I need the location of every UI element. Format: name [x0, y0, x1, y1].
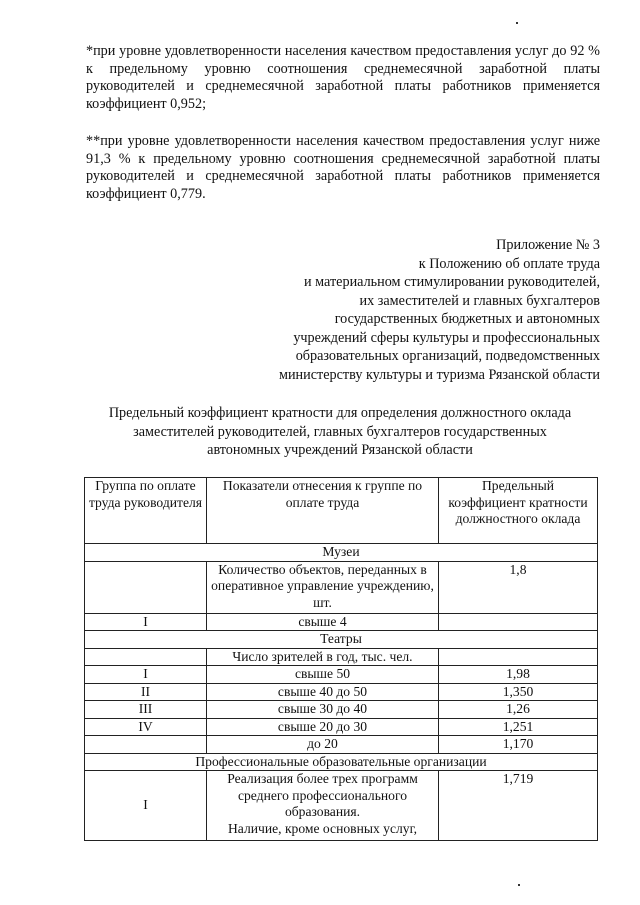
- table-row: [85, 613, 598, 631]
- appendix-line: государственных бюджетных и автономных: [334, 311, 600, 327]
- title-line: автономных учреждений Рязанской области: [207, 442, 473, 458]
- appendix-line: и материальном стимулировании руководителей,: [304, 274, 600, 290]
- value-cell: [439, 613, 598, 631]
- table-row: [85, 718, 598, 736]
- appendix-line: образовательных организаций, подведомственных: [295, 348, 600, 364]
- indicator-cell: [207, 771, 439, 841]
- section-theatres-row: [85, 631, 598, 649]
- appendix-line: их заместителей и главных бухгалтеров: [359, 292, 600, 309]
- section-professional: Профессиональные образовательные организации: [85, 753, 598, 771]
- appendix-line: к Положению об оплате труда: [418, 255, 600, 272]
- group-cell: II: [85, 683, 207, 701]
- indicator-cell: Число зрителей в год, тыс. чел.: [207, 648, 439, 666]
- scan-speck: [516, 22, 518, 24]
- scan-speck: [518, 884, 520, 886]
- table-header-row: [85, 478, 598, 544]
- indicator-line: Наличие, кроме основных услуг,: [227, 820, 418, 836]
- section-museums-row: [85, 544, 598, 562]
- value-cell: 1,350: [439, 683, 598, 701]
- value-cell: 1,26: [439, 701, 598, 719]
- section-museums: Музеи: [85, 544, 598, 562]
- appendix-line: Приложение № 3: [496, 237, 600, 253]
- value-cell: 1,98: [439, 666, 598, 684]
- group-cell: [85, 648, 207, 666]
- table-row: [85, 648, 598, 666]
- value-cell: 1,251: [439, 718, 598, 736]
- group-cell: [85, 561, 207, 613]
- title-line: заместителей руководителей, главных бухгалтеров государственных: [133, 423, 547, 440]
- header-indicators: Показатели отнесения к группе по оплате труда: [207, 478, 439, 544]
- value-cell: 1,8: [439, 561, 598, 613]
- criterion-cell: свыше 30 до 40: [207, 701, 439, 719]
- group-cell: I: [85, 666, 207, 684]
- coefficient-table: [84, 477, 598, 841]
- table-row: [85, 683, 598, 701]
- value-cell: [439, 648, 598, 666]
- table-row: [85, 561, 598, 613]
- group-cell: I: [85, 613, 207, 631]
- group-cell: [85, 736, 207, 754]
- value-cell: 1,719: [439, 771, 598, 841]
- criterion-cell: свыше 40 до 50: [207, 683, 439, 701]
- section-theatres: Театры: [85, 631, 598, 649]
- indicator-line: образования.: [284, 804, 361, 819]
- group-cell: IV: [85, 718, 207, 736]
- section-professional-row: [85, 753, 598, 771]
- criterion-cell: до 20: [207, 736, 439, 754]
- table-row: [85, 736, 598, 754]
- note-second: **при уровне удовлетворенности населения качеством предоставления услуг ниже 91,3 % к предельному уровню соотношения среднемесячной заработной платы руководителей и среднемесячной заработной платы работников применяется коэффициент 0,779.: [86, 133, 600, 202]
- table-row: [85, 701, 598, 719]
- header-coefficient: Предельный коэффициент кратности должностного оклада: [439, 478, 598, 544]
- note-first: *при уровне удовлетворенности населения качеством предоставления услуг до 92 % к предельному уровню соотношения среднемесячной заработной платы руководителей и среднемесячной заработной платы работников применяется коэффициент 0,952;: [86, 43, 600, 112]
- indicator-cell: Количество объектов, переданных в оперативное управление учреждению, шт.: [207, 561, 439, 613]
- indicator-line: среднего профессионального: [237, 787, 408, 803]
- appendix-line: министерству культуры и туризма Рязанской области: [278, 366, 600, 383]
- criterion-cell: свыше 50: [207, 666, 439, 684]
- table-row: [85, 666, 598, 684]
- table-row: [85, 771, 598, 841]
- header-group: Группа по оплате труда руководителя: [85, 478, 207, 544]
- criterion-cell: свыше 4: [207, 613, 439, 631]
- group-cell: I: [85, 771, 207, 841]
- appendix-header: [200, 236, 600, 384]
- value-cell: 1,170: [439, 736, 598, 754]
- group-cell: III: [85, 701, 207, 719]
- title-line: Предельный коэффициент кратности для определения должностного оклада: [108, 405, 572, 421]
- document-title: [70, 404, 610, 460]
- indicator-line: Реализация более трех программ: [227, 771, 418, 786]
- criterion-cell: свыше 20 до 30: [207, 718, 439, 736]
- appendix-line: учреждений сферы культуры и профессиональных: [293, 329, 600, 346]
